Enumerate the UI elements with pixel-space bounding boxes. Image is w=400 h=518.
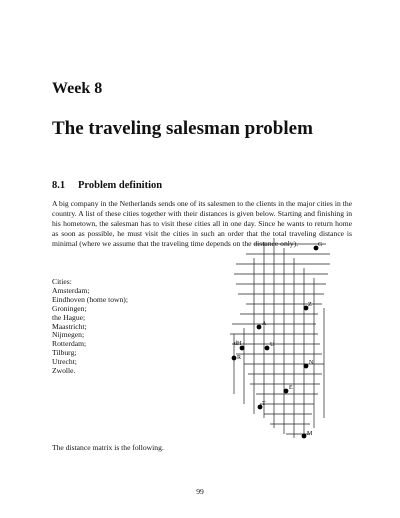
city-dot-e xyxy=(284,389,289,394)
city-list-item: Nijmegen; xyxy=(52,330,85,340)
distance-matrix-intro: The distance matrix is the following. xyxy=(52,443,164,452)
city-dot-r xyxy=(232,356,237,361)
city-list-item: Maastricht; xyxy=(52,321,87,331)
map-grid xyxy=(230,238,330,443)
city-list-heading: Cities: xyxy=(52,277,72,286)
netherlands-grid-map xyxy=(226,238,336,443)
city-label-m: M xyxy=(307,431,313,437)
city-label-z: Z xyxy=(308,302,312,308)
city-list-item: Amsterdam; xyxy=(52,285,90,295)
city-list-item: Utrecht; xyxy=(52,357,77,367)
city-list-item: Tilburg; xyxy=(52,348,77,358)
city-list-item: Eindhoven (home town); xyxy=(52,294,128,304)
section-number: 8.1 xyxy=(52,180,66,191)
city-list-item: the Hague; xyxy=(52,312,86,322)
city-label-r: R xyxy=(237,355,242,361)
city-label-e: E xyxy=(289,385,293,391)
city-list-item: Groningen; xyxy=(52,303,87,313)
city-dot-m xyxy=(302,434,307,439)
section-heading xyxy=(52,180,162,191)
city-list-item: Zwolle. xyxy=(52,366,76,376)
section-title: Problem definition xyxy=(78,180,163,191)
chapter-title: The traveling salesman problem xyxy=(52,118,313,139)
intro-paragraph: A big company in the Netherlands sends one of its salesmen to the clients in the major cities in the country. A list of these cities together with their distances is given below. Starting and finishing in his hometown, the salesman has to visit these cities all in one day. Since he wants to return home as soon as possible, he must visit the cities in such an order that the total traveling distance is minimal (where we assume that the traveling time depends on the distance only). xyxy=(52,199,352,248)
city-label-u: U xyxy=(270,342,275,348)
city-label-t: T xyxy=(262,401,266,407)
week-heading: Week 8 xyxy=(52,80,103,97)
page-number: 99 xyxy=(196,487,204,496)
city-label-a: A xyxy=(262,321,267,327)
city-dot-n xyxy=(304,364,309,369)
map-cities xyxy=(232,242,323,438)
city-dot-a xyxy=(257,325,262,330)
city-label-n: N xyxy=(309,360,314,366)
city-dot-u xyxy=(265,346,270,351)
city-list-item: Rotterdam; xyxy=(52,339,87,349)
city-label-g: G xyxy=(318,242,323,248)
city-label-dh: dH xyxy=(234,341,242,347)
city-list xyxy=(52,278,128,376)
